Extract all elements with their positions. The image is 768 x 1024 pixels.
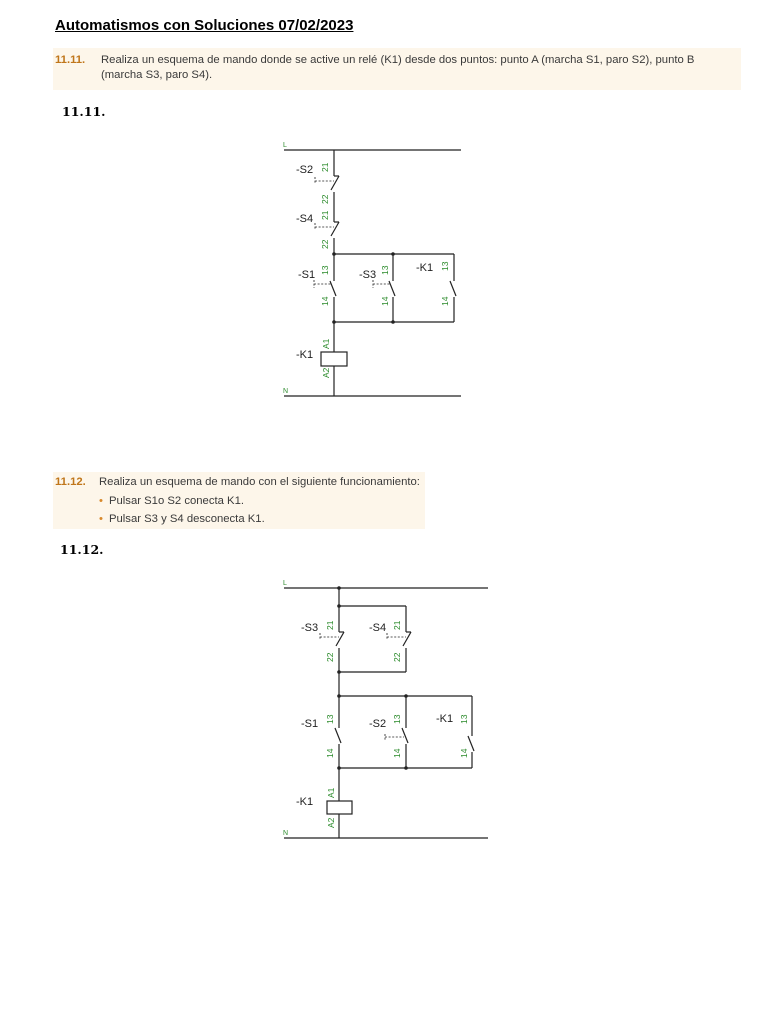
bullet-icon: • — [99, 495, 103, 507]
solution-label-11-12: 11.12. — [60, 542, 104, 557]
terminal-21: 21 — [392, 620, 402, 630]
rail-label-n: N — [283, 388, 289, 395]
relay-coil-k1 — [296, 322, 347, 396]
label-k1-coil: -K1 — [296, 349, 314, 361]
stop-pushbutton-s3 — [301, 606, 344, 672]
stop-pushbutton-s2 — [296, 150, 339, 216]
label-s4: -S4 — [296, 213, 314, 225]
terminal-13: 13 — [325, 714, 335, 724]
exercise-number: 11.12. — [55, 476, 86, 488]
terminal-14: 14 — [392, 748, 402, 758]
solution-label-11-11: 11.11. — [62, 104, 106, 119]
terminal-22: 22 — [325, 652, 335, 662]
holding-contact-k1 — [436, 696, 474, 768]
terminal-22: 22 — [320, 194, 330, 204]
control-circuit-11-11 — [270, 138, 470, 400]
label-s2: -S2 — [369, 718, 387, 730]
label-k1-coil: -K1 — [296, 796, 314, 808]
start-pushbutton-s1 — [298, 254, 336, 322]
label-k1-contact: -K1 — [436, 713, 454, 725]
terminal-21: 21 — [320, 210, 330, 220]
terminal-a2: A2 — [326, 817, 336, 828]
label-s4: -S4 — [369, 622, 387, 634]
terminal-21: 21 — [325, 620, 335, 630]
terminal-14: 14 — [325, 748, 335, 758]
label-s1: -S1 — [298, 269, 316, 281]
exercise-number: 11.11. — [55, 54, 86, 66]
terminal-a2: A2 — [321, 367, 331, 378]
terminal-22: 22 — [320, 239, 330, 249]
stop-pushbutton-s4 — [296, 210, 339, 254]
label-k1-contact: -K1 — [416, 262, 434, 274]
bullet-item — [99, 495, 244, 507]
statement-line-2: (marcha S3, paro S4). — [101, 69, 213, 81]
start-pushbutton-s3 — [359, 254, 395, 322]
terminal-13: 13 — [459, 714, 469, 724]
terminal-a1: A1 — [321, 338, 331, 349]
terminal-13: 13 — [440, 261, 450, 271]
label-s1: -S1 — [301, 718, 319, 730]
bullet-item — [99, 513, 265, 525]
label-s3: -S3 — [301, 622, 319, 634]
rail-label-n: N — [283, 830, 289, 837]
exercise-11-12-statement — [53, 472, 425, 529]
statement-line-1: Realiza un esquema de mando donde se active un relé (K1) desde dos puntos: punto A (marcha S1, paro S2), punto B — [101, 54, 695, 66]
holding-contact-k1 — [416, 254, 456, 322]
control-circuit-11-12 — [270, 576, 500, 846]
terminal-a1: A1 — [326, 787, 336, 798]
rail-label-l: L — [283, 142, 287, 149]
terminal-22: 22 — [392, 652, 402, 662]
start-pushbutton-s1 — [301, 696, 341, 768]
terminal-14: 14 — [440, 296, 450, 306]
terminal-14: 14 — [320, 296, 330, 306]
rail-label-l: L — [283, 580, 287, 587]
start-pushbutton-s2 — [369, 696, 408, 768]
bullet-text: Pulsar S1o S2 conecta K1. — [108, 495, 244, 507]
bullet-text: Pulsar S3 y S4 desconecta K1. — [108, 513, 265, 525]
terminal-21: 21 — [320, 162, 330, 172]
label-s3: -S3 — [359, 269, 377, 281]
terminal-13: 13 — [380, 265, 390, 275]
exercise-11-11-statement — [53, 48, 741, 90]
stop-pushbutton-s4 — [369, 606, 411, 672]
terminal-13: 13 — [392, 714, 402, 724]
terminal-14: 14 — [459, 748, 469, 758]
statement-text: Realiza un esquema de mando con el siguiente funcionamiento: — [99, 476, 420, 488]
terminal-14: 14 — [380, 296, 390, 306]
document-title: Automatismos con Soluciones 07/02/2023 — [55, 17, 354, 34]
bullet-icon: • — [99, 513, 103, 525]
terminal-13: 13 — [320, 265, 330, 275]
relay-coil-k1 — [296, 768, 352, 838]
label-s2: -S2 — [296, 164, 314, 176]
